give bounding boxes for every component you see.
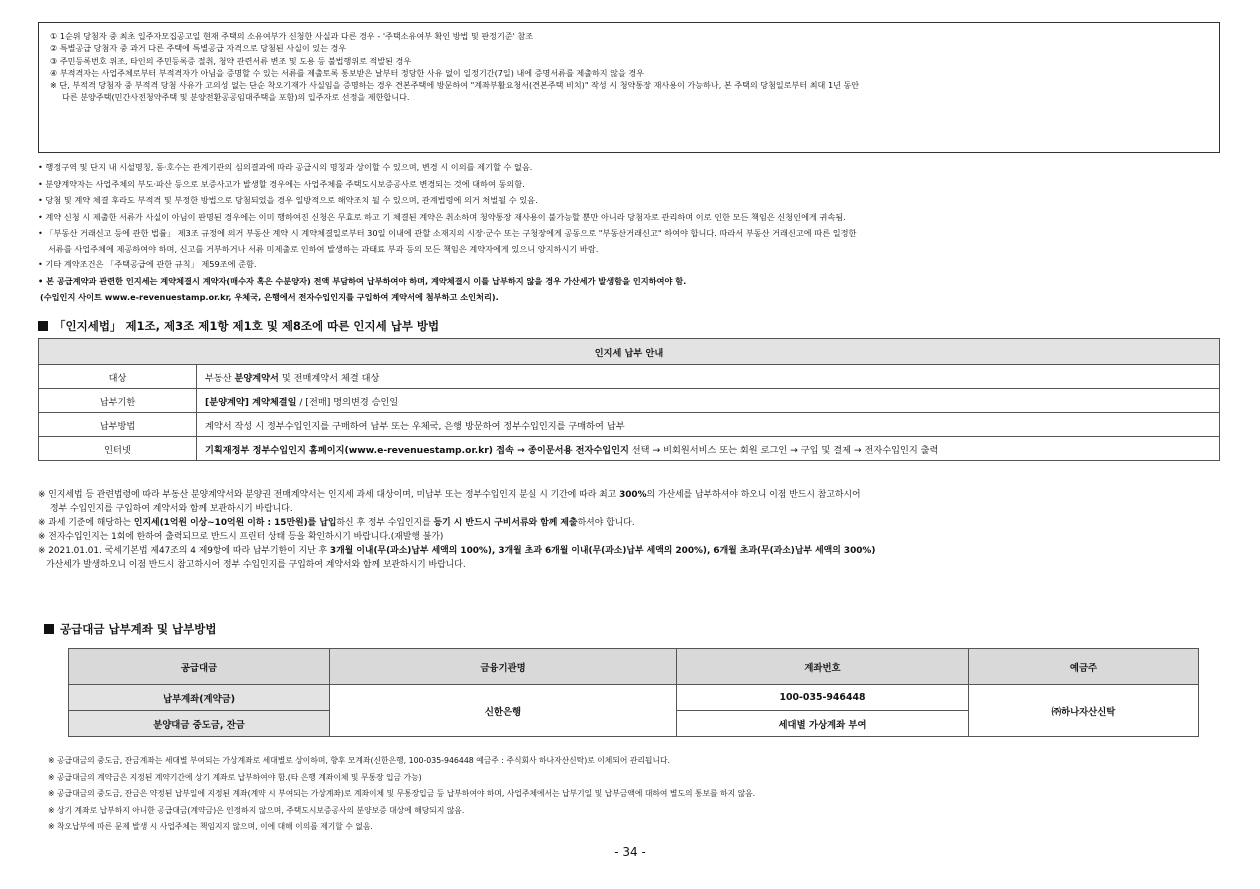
stamp-section-title — [38, 318, 439, 334]
note-item: • 계약 신청 시 제출한 서류가 사실이 아님이 판명된 경우에는 이미 행하여진 신청은 무효로 하고 기 체결된 계약은 취소하며 청약통장 재사용이 불가능할 뿐만 아니라 당첨자로 관리하며 이로 인한 모든 책임은 신청인에게 귀속됨. — [38, 211, 846, 222]
note-text: ※ 인지세법 등 관련법령에 따라 부동산 분양계약서와 분양권 전매계약서는 인지세 과세 대상이며, 미납부 또는 정부수입인지 분실 시 기간에 따라 최고 — [38, 490, 620, 500]
value-text: 부동산 — [205, 372, 235, 384]
note-item: 서류를 사업주체에 제공하여야 하며, 신고를 거부하거나 서류 미제출로 인하여 발생하는 과태료 부과 등의 모든 책임은 계약자에게 있으니 양지하시기 바람. — [48, 243, 599, 254]
payment-note-item: ※ 공급대금의 계약금은 지정된 계약기간에 상기 계좌로 납부하여야 함.(타 은행 계좌이체 및 무통장 입금 가능) — [48, 772, 422, 782]
account-number-cell: 100-035-946448 — [677, 685, 969, 711]
note-bold: 등기 시 반드시 구비서류와 함께 제출 — [433, 518, 578, 528]
table-row — [39, 365, 1220, 389]
notice-line: 다른 분양주택(민간사전청약주택 및 분양전환공공임대주택을 포함)의 입주자로 선정을 제한합니다. — [62, 92, 410, 103]
stamp-note-item — [38, 544, 1238, 558]
stamp-note-item: ※ 전자수입인지는 1회에 한하여 출력되므로 반드시 프린터 상태 등을 확인하시기 바랍니다.(재발행 불가) — [38, 532, 444, 542]
note-text: ※ 과세 기준에 해당하는 — [38, 518, 134, 528]
payment-account-table — [68, 648, 1199, 737]
table-header: 인지세 납부 안내 — [39, 339, 1220, 365]
row-label: 납부방법 — [39, 413, 197, 437]
payment-note-item: ※ 공급대금의 중도금, 잔금계좌는 세대별 부여되는 가상계좌로 세대별로 상이하며, 향후 모계좌(신한은행, 100-035-946448 예금주 : 주식회사 하나자산신탁)로 이체되어 관리됩니다. — [48, 756, 671, 765]
row-value — [197, 389, 1220, 413]
row-label: 인터넷 — [39, 437, 197, 461]
note-text: 하셔야 합니다. — [577, 518, 635, 528]
square-bullet-icon — [44, 624, 54, 634]
row-label: 대상 — [39, 365, 197, 389]
bank-cell: 신한은행 — [330, 685, 677, 737]
note-item: (수입인지 사이트 www.e-revenuestamp.or.kr, 우체국, 은행에서 전자수입인지를 구입하여 계약서에 첨부하고 소인처리). — [40, 292, 499, 303]
note-bold: 인지세(1억원 이상~10억원 이하 : 15만원)를 납입 — [133, 518, 337, 528]
stamp-notes — [38, 488, 1238, 572]
notice-line: ※ 단, 부적격 당첨자 중 부적격 당첨 사유가 고의성 없는 단순 착오기재가 사실임을 증명하는 경우 견본주택에 방문하여 "계좌부활요청서(견본주택 비치)" 작성 시 청약통장 재사용이 가능하나, 본 주택의 당첨일로부터 최대 1년 동안 — [50, 80, 860, 91]
value-text: 계약서 작성 시 정부수입인지를 구매하여 납부 또는 우체국, 은행 방문하여 정부수입인지를 구매하여 납부 — [205, 420, 625, 432]
note-text: 하신 후 정부 수입인지를 — [336, 518, 434, 528]
contract-notes — [38, 161, 1238, 308]
stamp-tax-table — [38, 338, 1220, 461]
note-item: • 「부동산 거래신고 등에 관한 법률」 제3조 규정에 의거 부동산 계약 시 계약체결일로부터 30일 이내에 관할 소재지의 시장·군수 또는 구청장에게 공동으로 "부동산거래신고" 하여야 합니다. 따라서 부동산 거래신고에 따른 일정한 — [38, 228, 857, 239]
row-value — [197, 365, 1220, 389]
notice-line: ④ 부적격자는 사업주체로부터 부적격자가 아님을 증명할 수 있는 서류를 제출토록 통보받은 날부터 정당한 사유 없이 일정기간(7일) 내에 증명서류를 제출하지 않을 경우 — [50, 67, 645, 78]
ineligibility-notice-box — [38, 22, 1220, 153]
stamp-note-item: 가산세가 발생하오니 이점 반드시 참고하시어 정부 수입인지를 구입하여 계약서와 함께 보관하시기 바랍니다. — [46, 560, 466, 570]
virtual-account-cell: 세대별 가상계좌 부여 — [677, 711, 969, 737]
note-text: 의 가산세를 납부하셔야 하오니 이점 반드시 참고하시어 — [646, 490, 861, 500]
table-row — [69, 685, 1199, 711]
payment-type-cell: 분양대금 중도금, 잔금 — [69, 711, 330, 737]
value-bold: [분양계약] 계약체결일 — [205, 396, 297, 408]
value-text: / [전매] 명의변경 승인일 — [296, 396, 399, 408]
note-item: • 분양계약자는 사업주체의 부도·파산 등으로 보증사고가 발생할 경우에는 사업주체를 주택도시보증공사로 변경되는 것에 대하여 동의함. — [38, 178, 525, 189]
payment-note-item: ※ 상기 계좌로 납부하지 아니한 공급대금(계약금)은 인정하지 않으며, 주택도시보증공사의 분양보증 대상에 해당되지 않음. — [48, 805, 465, 815]
value-bold: 기획재정부 정부수입인지 홈페이지(www.e-revenuestamp.or.kr) 접속 → 종이문서용 전자수입인지 — [205, 444, 629, 456]
page-number: - 34 - — [614, 845, 646, 859]
table-row — [39, 389, 1220, 413]
table-header-row — [39, 339, 1220, 365]
note-item: • 행정구역 및 단지 내 시설명칭, 동·호수는 관계기관의 심의결과에 따라 공급시의 명칭과 상이할 수 있으며, 변경 시 이의를 제기할 수 없음. — [38, 162, 533, 172]
table-row — [39, 437, 1220, 461]
notice-line: ② 특별공급 당첨자 중 과거 다른 주택에 특별공급 자격으로 당첨된 사실이 있는 경우 — [50, 43, 347, 54]
note-item: • 본 공급계약과 관련한 인지세는 계약체결시 계약자(매수자 혹은 수분양자) 전액 부담하여 납부하여야 하며, 계약체결시 이를 납부하지 않을 경우 가산세가 발생함을 인지하여야 함. — [38, 275, 687, 286]
stamp-section-title-text: 「인지세법」 제1조, 제3조 제1항 제1호 및 제8조에 따른 인지세 납부 방법 — [54, 319, 440, 333]
account-holder-cell: ㈜하나자산신탁 — [969, 685, 1199, 737]
notice-line: ① 1순위 당첨자 중 최초 입주자모집공고일 현재 주택의 소유여부가 신청한 사실과 다른 경우 - '주택소유여부 확인 방법 및 판정기준' 참조 — [50, 31, 534, 41]
value-text: 선택 → 비회원서비스 또는 회원 로그인 → 구입 및 결제 → 전자수입인지 출력 — [628, 444, 939, 456]
notice-line: ③ 주민등록번호 위조, 타인의 주민등록증 절취, 청약 관련서류 변조 및 도용 등 불법행위로 적발된 경우 — [50, 55, 412, 66]
note-bold: 300% — [619, 490, 647, 500]
table-row — [39, 413, 1220, 437]
column-header: 예금주 — [969, 649, 1199, 685]
row-value — [197, 413, 1220, 437]
payment-note-item: ※ 착오납부에 따른 문제 발생 시 사업주체는 책임지지 않으며, 이에 대해 이의를 제기할 수 없음. — [48, 822, 373, 832]
payment-note-item: ※ 공급대금의 중도금, 잔금은 약정된 납부일에 지정된 계좌(계약 시 부여되는 가상계좌)로 계좌이체 및 무통장입금 등 납부하여야 하며, 사업주체에서는 납부기일 및 납부금액에 대하여 별도의 통보를 하지 않음. — [48, 789, 756, 799]
column-header: 금융기관명 — [330, 649, 677, 685]
value-text: 및 전매계약서 체결 대상 — [278, 372, 380, 384]
payment-notes — [48, 755, 1228, 838]
note-text: ※ 2021.01.01. 국세기본법 제47조의 4 제9항에 따라 납부기한이 지난 후 — [38, 546, 330, 556]
value-bold: 분양계약서 — [234, 372, 279, 384]
note-bold: 3개월 이내(무(과소)납부 세액의 100%), 3개월 초과 6개월 이내(무(과소)납부 세액의 200%), 6개월 초과(무(과소)납부 세액의 300%) — [329, 546, 876, 556]
stamp-note-item — [38, 516, 1238, 530]
square-bullet-icon — [38, 321, 48, 331]
column-header: 공급대금 — [69, 649, 330, 685]
payment-section-title — [44, 621, 216, 637]
payment-section-title-text: 공급대금 납부계좌 및 납부방법 — [60, 622, 217, 636]
stamp-note-item: 정부 수입인지를 구입하여 계약서와 함께 보관하시기 바랍니다. — [50, 504, 293, 514]
stamp-note-item — [38, 488, 1238, 502]
payment-type-cell: 납부계좌(계약금) — [69, 685, 330, 711]
column-header: 계좌번호 — [677, 649, 969, 685]
row-value — [197, 437, 1220, 461]
note-item: • 당첨 및 계약 체결 후라도 부적격 및 부정한 방법으로 당첨되었을 경우 일방적으로 해약조치 될 수 있으며, 관계법령에 의거 처벌될 수 있음. — [38, 195, 538, 206]
table-header-row — [69, 649, 1199, 685]
row-label: 납부기한 — [39, 389, 197, 413]
note-item: • 기타 계약조건은 「주택공급에 관한 규칙」 제59조에 준함. — [38, 259, 257, 270]
